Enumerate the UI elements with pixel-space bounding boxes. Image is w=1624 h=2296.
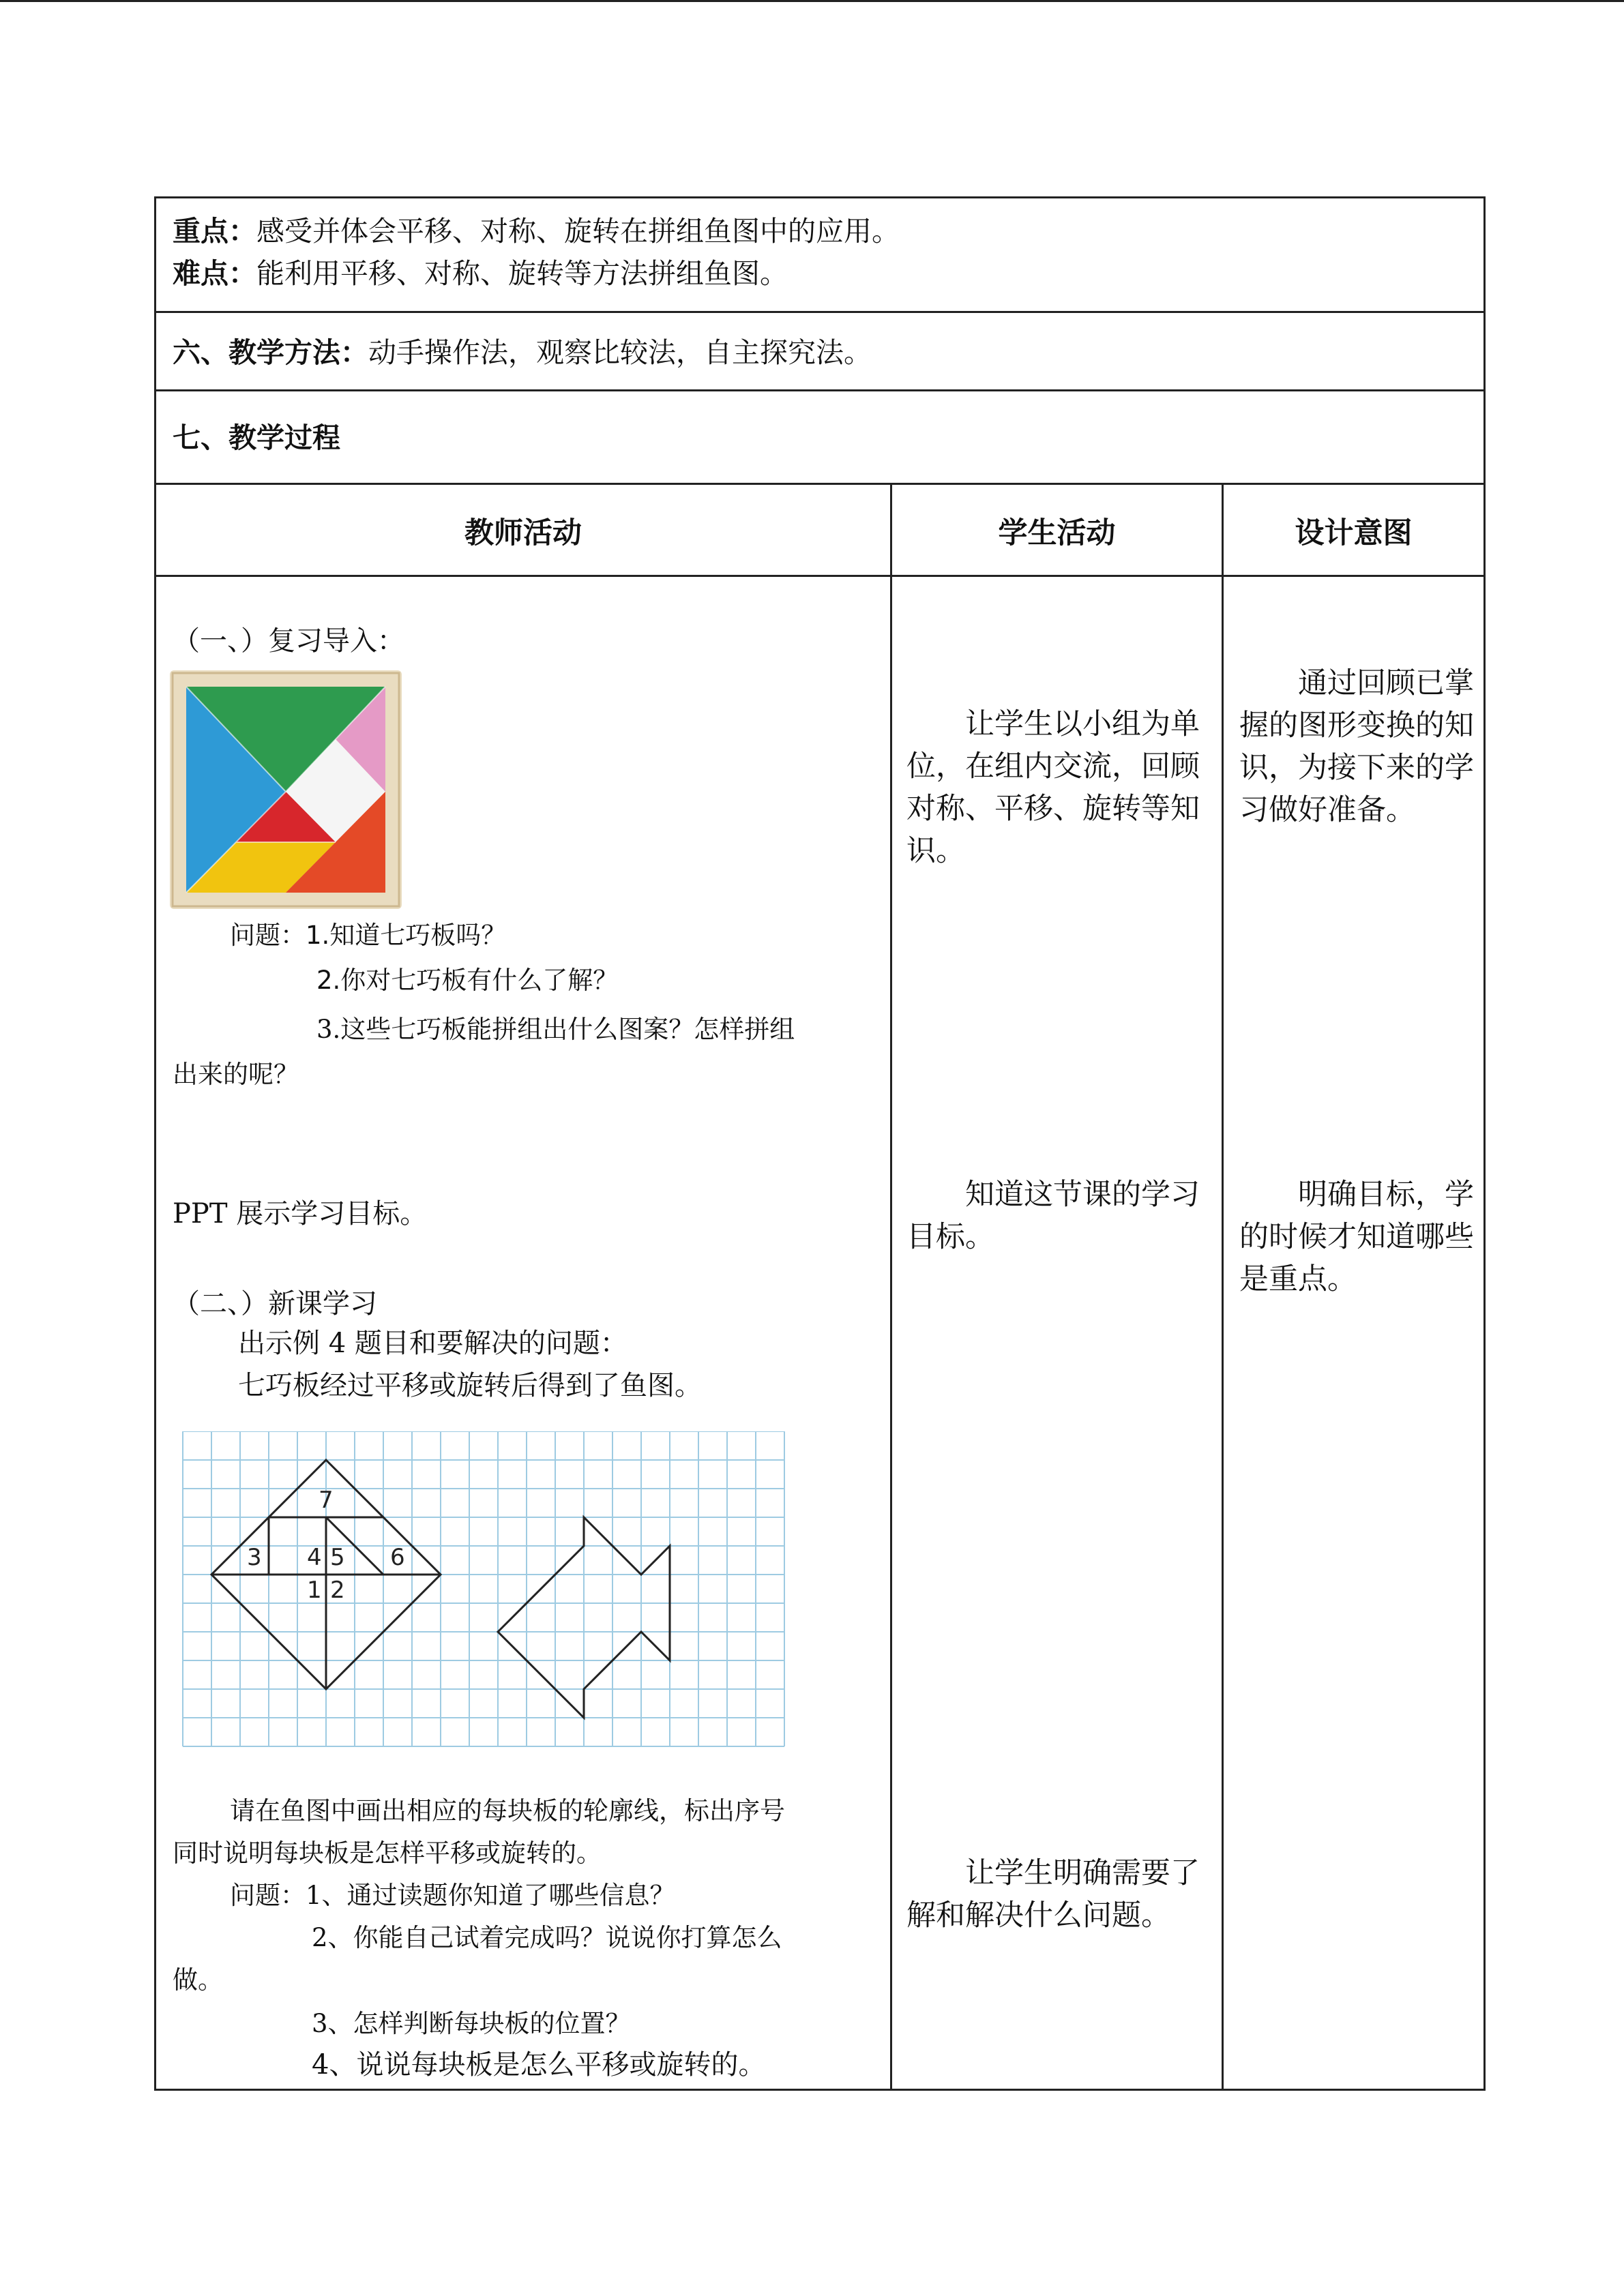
problem-4: 4、说说每块板是怎么平移或旋转的。 [312, 2049, 766, 2081]
grid-lines [183, 1431, 784, 1746]
column-divider-1 [890, 485, 892, 2089]
figure-label-3: 3 [247, 1544, 262, 1571]
methods-row [156, 313, 1483, 391]
design-column-header: 设计意图 [1295, 516, 1413, 550]
difficulty-line [173, 253, 788, 294]
fish-line: 七巧板经过平移或旋转后得到了鱼图。 [238, 1370, 702, 1401]
methods-text: 动手操作法，观察比较法，自主探究法。 [368, 336, 872, 369]
ppt-line: PPT 展示学习目标。 [173, 1198, 428, 1229]
tangram-photo [170, 670, 402, 909]
review-section-title: （一、）复习导入： [173, 625, 404, 657]
problem-1: 1、通过读题你知道了哪些信息？ [306, 1881, 675, 1910]
student-activity-2: 知道这节课的学习目标。 [906, 1178, 1200, 1254]
question-line-1 [230, 917, 506, 954]
column-divider-2 [1222, 485, 1224, 2089]
question-3a: 3.这些七巧板能拼组出什么图案？怎样拼组 [316, 1015, 795, 1044]
difficulty-text: 能利用平移、对称、旋转等方法拼组鱼图。 [256, 257, 788, 290]
lesson-plan-table [154, 196, 1486, 2091]
design-intent-1: 通过回顾已掌握的图形变换的知识，为接下来的学习做好准备。 [1239, 666, 1474, 827]
key-points-row [156, 198, 1483, 313]
student-activity-3: 让学生明确需要了解和解决什么问题。 [906, 1856, 1200, 1933]
top-rule [0, 0, 1624, 2]
figure-label-1: 1 [307, 1577, 322, 1604]
question-label: 问题： [230, 921, 306, 950]
question-1: 1.知道七巧板吗？ [306, 921, 507, 950]
fish-grid-figure [182, 1431, 789, 1769]
process-row [156, 391, 1483, 485]
student-activity-1: 让学生以小组为单位，在组内交流，回顾对称、平移、旋转等知识。 [906, 707, 1200, 868]
figure-label-6: 6 [390, 1544, 405, 1571]
difficulty-label: 难点： [173, 257, 256, 290]
process-title: 七、教学过程 [173, 421, 340, 454]
new-lesson-title: （二、）新课学习 [173, 1288, 377, 1320]
example-line: 出示例 4 题目和要解决的问题： [238, 1328, 628, 1359]
problem-3: 3、怎样判断每块板的位置？ [312, 2009, 631, 2038]
figure-label-4: 4 [307, 1544, 322, 1571]
figure-label-2: 2 [330, 1577, 345, 1604]
student-column-header: 学生活动 [998, 516, 1116, 550]
key-point-label: 重点： [173, 215, 256, 248]
question-2: 2.你对七巧板有什么了解？ [316, 966, 619, 995]
question-3b: 出来的呢？ [173, 1060, 299, 1089]
problem-2b: 做。 [173, 1965, 223, 1995]
teacher-column-header: 教师活动 [464, 516, 582, 550]
instruction-a: 请在鱼图中画出相应的每块板的轮廓线，标出序号 [230, 1796, 785, 1825]
figure-label-7: 7 [319, 1487, 334, 1514]
methods-label: 六、教学方法： [173, 336, 368, 369]
problem-line-1 [230, 1877, 675, 1914]
problem-label: 问题： [230, 1881, 306, 1910]
instruction-b: 同时说明每块板是怎样平移或旋转的。 [173, 1838, 602, 1868]
design-intent-2: 明确目标，学的时候才知道哪些是重点。 [1239, 1178, 1474, 1296]
methods-line [173, 332, 872, 373]
key-point-text: 感受并体会平移、对称、旋转在拼组鱼图中的应用。 [256, 215, 900, 248]
key-point-line [173, 211, 900, 252]
problem-2a: 2、你能自己试着完成吗？说说你打算怎么 [312, 1923, 782, 1952]
figure-label-5: 5 [330, 1544, 345, 1571]
